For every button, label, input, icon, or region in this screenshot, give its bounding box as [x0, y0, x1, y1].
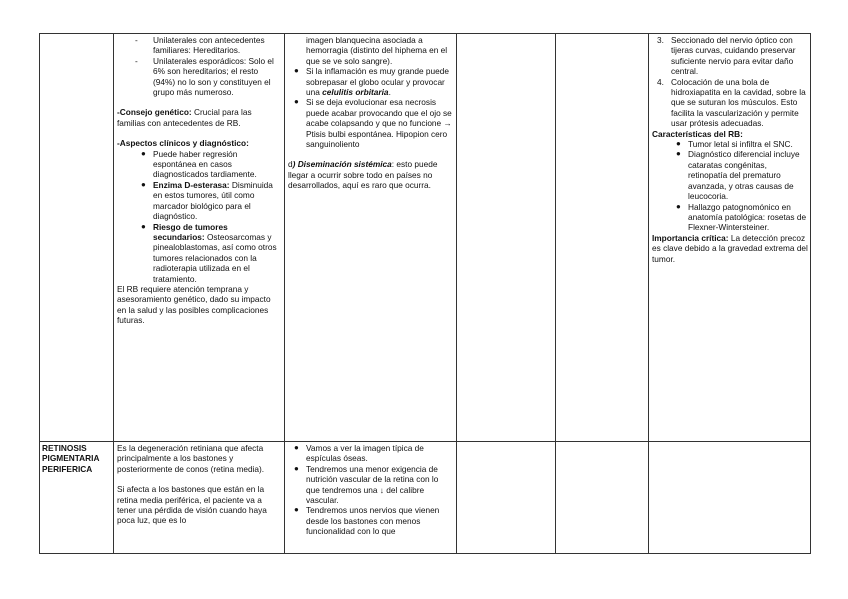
row2-col-c	[288, 443, 453, 537]
bullet-icon: ●	[676, 149, 681, 159]
diseminacion-title: ) Diseminación sistémica	[292, 159, 392, 170]
bullet-text: Si la inflamación es muy grande puede sobrepasar el globo ocular y provocar una	[306, 66, 449, 98]
table-border-bottom	[39, 553, 811, 554]
bullet-icon: ●	[676, 139, 681, 149]
row2-col-b	[117, 443, 281, 526]
bullet-icon: ●	[141, 148, 146, 158]
table-row-divider	[39, 441, 811, 442]
list-item	[657, 35, 808, 77]
table-border-col4	[555, 33, 556, 554]
bullet-icon: ●	[294, 505, 299, 515]
bullet-text: Vamos a ver la imagen típica de espículas óseas.	[306, 443, 424, 464]
diseminacion-paragraph	[288, 159, 453, 190]
list-item	[141, 179, 281, 222]
row1-col-b	[117, 35, 281, 326]
numbered-list	[652, 35, 808, 129]
list-item	[141, 148, 281, 180]
list-item	[676, 149, 808, 202]
table-border-col5	[648, 33, 649, 554]
diseminacion-label: d	[288, 159, 293, 170]
continuation-text: imagen blanquecina asociada a hemorragia (distinto del hiphema en el que se ve solo sangre).	[306, 35, 448, 66]
list-item	[294, 443, 453, 464]
list-item	[657, 76, 808, 129]
row1-col-c	[288, 35, 453, 191]
paragraph: Es la degeneración retiniana que afecta principalmente a los bastones y posteriormente de conos (retina media).	[117, 443, 265, 474]
bullet-text: Osteosarcomas y pinealoblastomas, así como otros tumores relacionados con la radioterapia utilizada en el tratamiento.	[153, 231, 277, 284]
bullet-text: Diagnóstico diferencial incluye cataratas congénitas, retinopatía del prematuro avanzada, y otras causas de leucocoria.	[688, 149, 800, 202]
table-border-top	[39, 33, 811, 34]
bullet-icon: ●	[676, 201, 681, 211]
consejo-title: -Consejo genético:	[117, 107, 192, 118]
table-border-col1	[113, 33, 114, 554]
consejo-text: Crucial para las familias con antecedentes de RB.	[117, 107, 252, 128]
aspectos-title: -Aspectos clínicos y diagnóstico:	[117, 138, 249, 149]
consejo-paragraph	[117, 107, 281, 128]
importancia-title: Importancia crítica:	[652, 232, 729, 243]
dash-list	[117, 35, 281, 97]
caracteristicas-list	[652, 139, 808, 233]
bullet-icon: ●	[294, 97, 299, 107]
bullet-icon: ●	[141, 221, 146, 231]
table-border-col3	[456, 33, 457, 554]
dash-item	[135, 35, 281, 56]
dash-item	[135, 55, 281, 98]
bullet-text: Tendremos unos nervios que vienen desde los bastones con menos funcionalidad con lo que	[306, 505, 440, 537]
bullet-title: Enzima D-esterasa:	[153, 179, 230, 190]
bullet-text: Tendremos una menor exigencia de nutrición vascular de la retina con lo que tendremos una ↓ del calibre vascular.	[306, 463, 439, 506]
row2-list	[288, 443, 453, 537]
list-item	[294, 505, 453, 537]
list-number: 4.	[657, 76, 664, 87]
dash-item-text: Unilaterales esporádicos: Solo el 6% son hereditarios; el resto (94%) no lo son y constituyen el grupo más numeroso.	[153, 55, 274, 98]
list-item	[676, 201, 808, 233]
list-item	[141, 221, 281, 284]
bullet-text: Tumor letal si infiltra el SNC.	[688, 139, 793, 150]
paragraph: Si afecta a los bastones que están en la retina media periférica, el paciente va a tener una pérdida de visión cuando haya poca luz, que es lo	[117, 484, 267, 526]
importancia-paragraph	[652, 233, 808, 264]
row2-col-a	[42, 443, 112, 474]
bullet-text: Puede haber regresión espontánea en casos diagnosticados tardiamente.	[153, 148, 257, 180]
bullet-text: Si se deja evolucionar esa necrosis puede acabar provocando que el ojo se acabe colapsando y que no funcione → Ptisis bulbi espontánea. Hipopion cero sanguinoliento	[306, 97, 452, 150]
list-item	[676, 139, 808, 150]
table-border-right	[810, 33, 811, 554]
list-item	[294, 463, 453, 506]
bullet-icon: ●	[294, 463, 299, 473]
col-c-list	[288, 66, 453, 149]
bullet-text: Hallazgo patognomónico en anatomía patológica: rosetas de Flexner-Wintersteiner.	[688, 201, 807, 233]
bullet-text: Disminuida en estos tumores, útil como marcador biológico para el diagnóstico.	[153, 179, 273, 222]
list-item	[294, 66, 453, 98]
list-item-text: Seccionado del nervio óptico con tijeras curvas, cuidando preservar suficiente nervio para evitar daño central.	[671, 35, 796, 77]
bullet-icon: ●	[294, 66, 299, 76]
bullet-icon: ●	[294, 443, 299, 452]
list-item	[294, 97, 453, 150]
row1-col-g	[652, 35, 808, 264]
list-number: 3.	[657, 35, 664, 45]
row-title: RETINOSIS PIGMENTARIA PERIFERICA	[42, 443, 100, 474]
list-item-text: Colocación de una bola de hidroxiapatita en la cavidad, sobre la que se suturan los músculos. Esto facilita la vascularización y permite usar prótesis adecuadas.	[671, 76, 806, 129]
dash-item-text: Unilaterales con antecedentes familiares: Hereditarios.	[153, 35, 265, 56]
bullet-text-end: .	[388, 87, 391, 98]
bullet-icon: ●	[141, 179, 146, 189]
diseminacion-text: : esto puede llegar a ocurrir sobre todo en países no desarrollados, aquí es raro que ocurra.	[288, 159, 438, 191]
table-border-col2	[284, 33, 285, 554]
bullet-title: Riesgo de tumores secundarios:	[153, 221, 228, 242]
dash-marker: -	[135, 35, 138, 45]
closing-paragraph: El RB requiere atención temprana y asesoramiento genético, dado su impacto en la salud y las posibles complicaciones futuras.	[117, 283, 271, 326]
bullet-emphasis: celulitis orbitaria	[322, 87, 389, 98]
aspectos-list	[117, 149, 281, 284]
importancia-text: La detección precoz es clave debido a la gravedad extrema del tumor.	[652, 232, 808, 264]
dash-marker: -	[135, 55, 138, 66]
caracteristicas-title: Características del RB:	[652, 128, 743, 139]
table-border-left	[39, 33, 40, 554]
